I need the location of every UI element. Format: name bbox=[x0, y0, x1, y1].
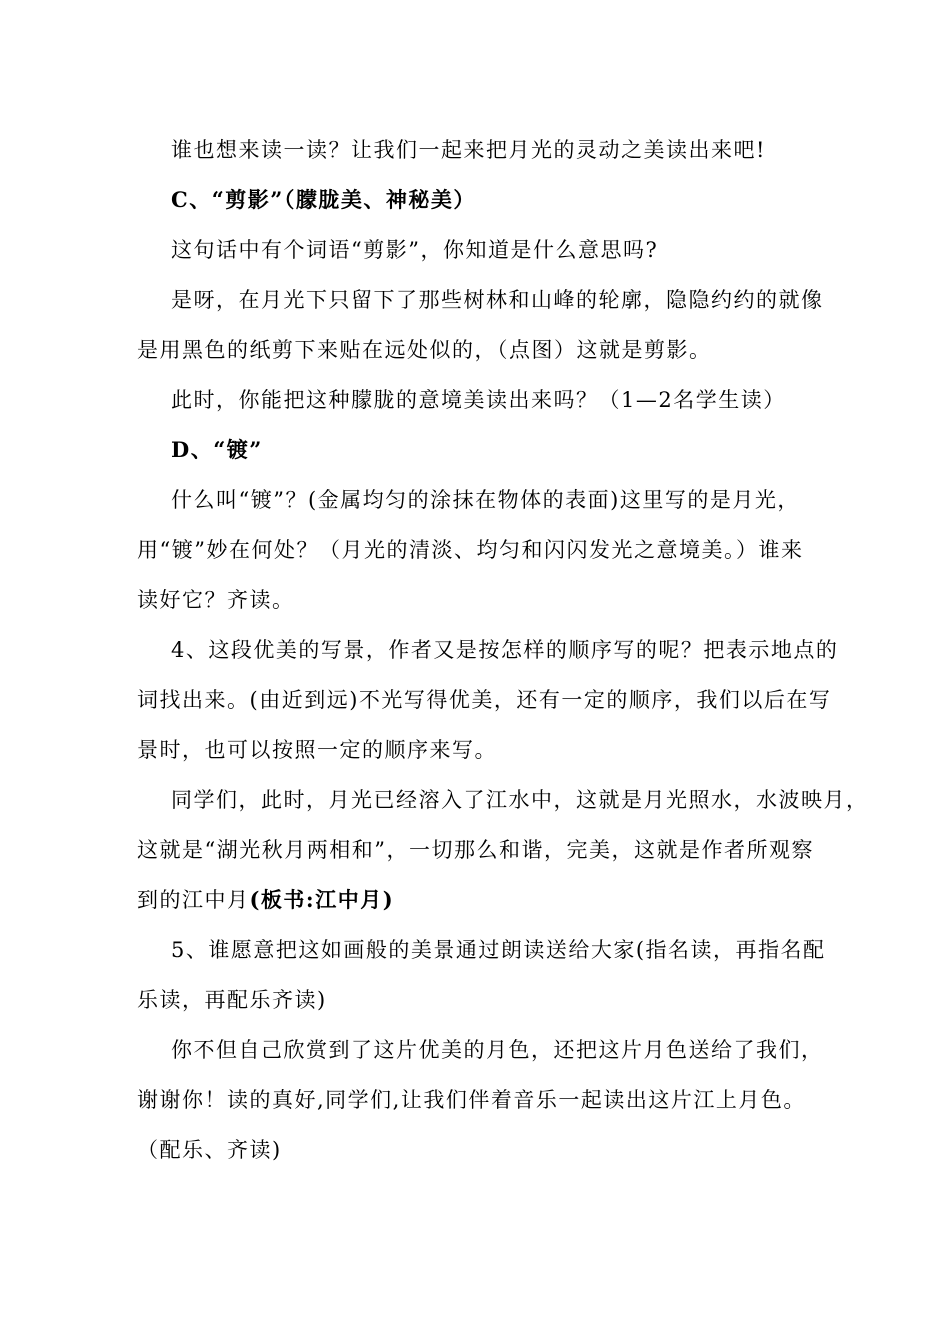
paragraph-moon-in-river-line-1: 同学们，此时，月光已经溶入了江水中，这就是月光照水，水波映月， bbox=[171, 788, 869, 812]
paragraph-plating-line-2: 用“镀”妙在何处？（月光的清淡、均匀和闪闪发光之意境美。）谁来 bbox=[137, 538, 804, 562]
paragraph-moon-in-river-line-2: 这就是“湖光秋月两相和”，一切那么和谐，完美，这就是作者所观察 bbox=[137, 838, 814, 862]
paragraph-silhouette-explanation-line-2: 是用黑色的纸剪下来贴在远处似的，（点图）这就是剪影。 bbox=[137, 338, 712, 362]
paragraph-moon-in-river-line-3 bbox=[137, 886, 394, 914]
paragraph-read-aloud-invitation: 谁也想来读一读？让我们一起来把月光的灵动之美读出来吧! bbox=[171, 138, 766, 162]
paragraph-silhouette-question: 这句话中有个词语“剪影”，你知道是什么意思吗? bbox=[171, 238, 659, 262]
paragraph-plating-line-1: 什么叫“镀”？(金属均匀的涂抹在物体的表面)这里写的是月光， bbox=[171, 488, 800, 512]
blackboard-note: (板书:江中月) bbox=[249, 887, 395, 912]
paragraph-read-together-line-1: 5、谁愿意把这如画般的美景通过朗读送给大家(指名读，再指名配 bbox=[171, 938, 826, 962]
paragraph-thanks-line-2: 谢谢你！读的真好,同学们,让我们伴着音乐一起读出这片江上月色。 bbox=[137, 1088, 806, 1112]
heading-c-silhouette: C、“剪影”（朦胧美、神秘美） bbox=[171, 187, 476, 212]
paragraph-order-line-1: 4、这段优美的写景，作者又是按怎样的顺序写的呢？把表示地点的 bbox=[171, 638, 839, 662]
paragraph-silhouette-explanation-line-1: 是呀，在月光下只留下了那些树林和山峰的轮廓，隐隐约约的就像 bbox=[171, 288, 824, 312]
paragraph-read-together-line-2: 乐读，再配乐齐读) bbox=[137, 988, 327, 1012]
paragraph-thanks-line-3: （配乐、齐读) bbox=[137, 1138, 282, 1162]
moon-in-river-text: 到的江中月 bbox=[137, 888, 250, 912]
paragraph-order-line-3: 景时，也可以按照一定的顺序来写。 bbox=[137, 738, 497, 762]
paragraph-hazy-mood: 此时，你能把这种朦胧的意境美读出来吗？（1—2名学生读） bbox=[171, 388, 786, 412]
paragraph-thanks-line-1: 你不但自己欣赏到了这片优美的月色，还把这片月色送给了我们， bbox=[171, 1038, 824, 1062]
paragraph-plating-line-3: 读好它？齐读。 bbox=[137, 588, 295, 612]
paragraph-order-line-2: 词找出来。(由近到远)不光写得优美，还有一定的顺序，我们以后在写 bbox=[137, 688, 832, 712]
heading-d-plating: D、“镀” bbox=[171, 437, 263, 462]
